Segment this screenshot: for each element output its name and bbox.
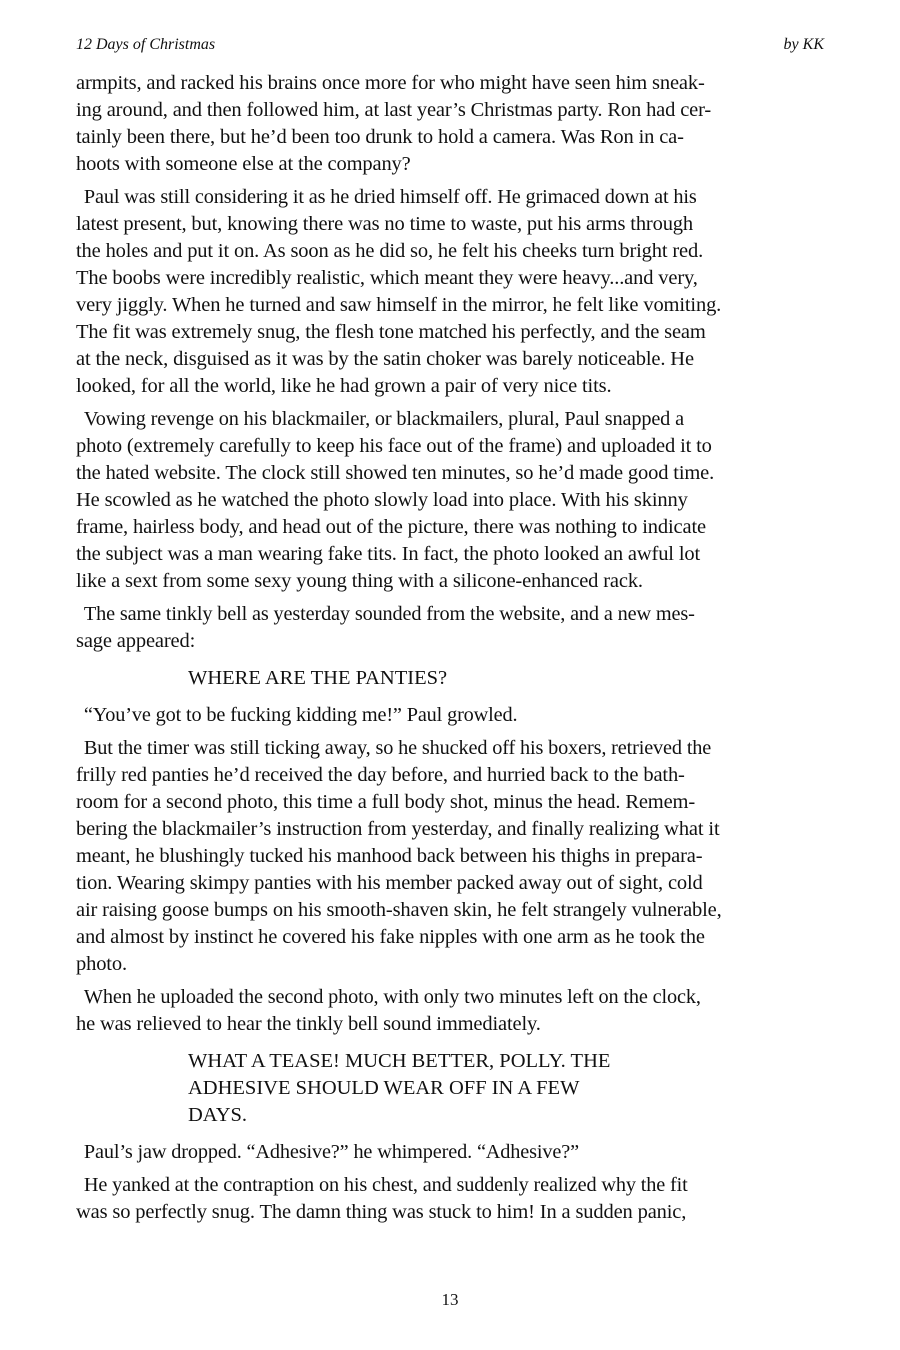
text-line: tion. Wearing skimpy panties with his member packed away out of sight, cold	[76, 872, 703, 894]
text-line: He yanked at the contraption on his chest, and suddenly realized why the fit	[83, 1174, 688, 1196]
text-line: The boobs were incredibly realistic, which meant they were heavy...and very,	[76, 267, 698, 289]
text-line: the hated website. The clock still showed ten minutes, so he’d made good time.	[76, 462, 715, 484]
text-line: tainly been there, but he’d been too drunk to hold a camera. Was Ron in ca-	[76, 126, 684, 148]
text-line: the subject was a man wearing fake tits. In fact, the photo looked an awful lot	[76, 543, 701, 565]
text-line: The fit was extremely snug, the flesh tone matched his perfectly, and the seam	[76, 321, 706, 343]
message-line: WHAT A TEASE! MUCH BETTER, POLLY. THE	[188, 1050, 611, 1072]
text-line: Paul was still considering it as he dried himself off. He grimaced down at his	[83, 186, 697, 208]
paragraph	[76, 601, 826, 655]
page-body	[76, 70, 826, 1232]
text-line: bering the blackmailer’s instruction from yesterday, and finally realizing what it	[76, 818, 720, 840]
text-line: photo.	[76, 953, 127, 975]
text-line: “You’ve got to be fucking kidding me!” Paul growled.	[83, 704, 518, 726]
paragraph	[76, 1139, 826, 1166]
text-line: frame, hairless body, and head out of the picture, there was nothing to indicate	[76, 516, 706, 538]
paragraph	[76, 1172, 826, 1226]
paragraph	[76, 184, 826, 400]
message-line: ADHESIVE SHOULD WEAR OFF IN A FEW	[188, 1077, 580, 1099]
message-line: DAYS.	[188, 1104, 248, 1126]
paragraph	[76, 984, 826, 1038]
paragraph	[76, 702, 826, 729]
text-line: armpits, and racked his brains once more for who might have seen him sneak-	[76, 72, 705, 94]
text-line: and almost by instinct he covered his fake nipples with one arm as he took the	[76, 926, 705, 948]
text-line: frilly red panties he’d received the day before, and hurried back to the bath-	[76, 764, 685, 786]
text-line: was so perfectly snug. The damn thing was stuck to him! In a sudden panic,	[76, 1201, 687, 1223]
running-header	[76, 36, 824, 58]
text-line: Paul’s jaw dropped. “Adhesive?” he whimpered. “Adhesive?”	[83, 1141, 579, 1163]
text-line: the holes and put it on. As soon as he did so, he felt his cheeks turn bright red.	[76, 240, 704, 262]
book-title: 12 Days of Christmas	[76, 36, 216, 53]
message-line: WHERE ARE THE PANTIES?	[188, 667, 448, 689]
text-line: latest present, but, knowing there was no time to waste, put his arms through	[76, 213, 694, 235]
paragraph	[76, 406, 826, 595]
text-line: hoots with someone else at the company?	[76, 153, 411, 175]
text-line: But the timer was still ticking away, so he shucked off his boxers, retrieved the	[83, 737, 712, 759]
text-line: When he uploaded the second photo, with only two minutes left on the clock,	[83, 986, 701, 1008]
text-line: very jiggly. When he turned and saw himself in the mirror, he felt like vomiting.	[76, 294, 722, 316]
text-line: looked, for all the world, like he had grown a pair of very nice tits.	[76, 375, 612, 397]
text-line: air raising goose bumps on his smooth-shaven skin, he felt strangely vulnerable,	[76, 899, 722, 921]
text-line: He scowled as he watched the photo slowly load into place. With his skinny	[76, 489, 688, 511]
paragraph	[76, 70, 826, 178]
text-line: Vowing revenge on his blackmailer, or blackmailers, plural, Paul snapped a	[83, 408, 684, 430]
text-line: ing around, and then followed him, at last year’s Christmas party. Ron had cer-	[76, 99, 712, 121]
text-line: sage appeared:	[76, 630, 196, 652]
text-line: photo (extremely carefully to keep his face out of the frame) and uploaded it to	[76, 435, 712, 457]
paragraph	[76, 735, 826, 978]
website-message	[188, 665, 826, 692]
website-message	[188, 1048, 826, 1129]
text-line: he was relieved to hear the tinkly bell sound immediately.	[76, 1013, 541, 1035]
text-line: The same tinkly bell as yesterday sounded from the website, and a new mes-	[83, 603, 695, 625]
text-line: at the neck, disguised as it was by the satin choker was barely noticeable. He	[76, 348, 694, 370]
text-line: meant, he blushingly tucked his manhood back between his thighs in prepara-	[76, 845, 703, 867]
page-number: 13	[441, 1290, 459, 1309]
text-line: like a sext from some sexy young thing with a silicone-enhanced rack.	[76, 570, 643, 592]
text-line: room for a second photo, this time a full body shot, minus the head. Remem-	[76, 791, 696, 813]
author-byline: by KK	[783, 36, 824, 53]
